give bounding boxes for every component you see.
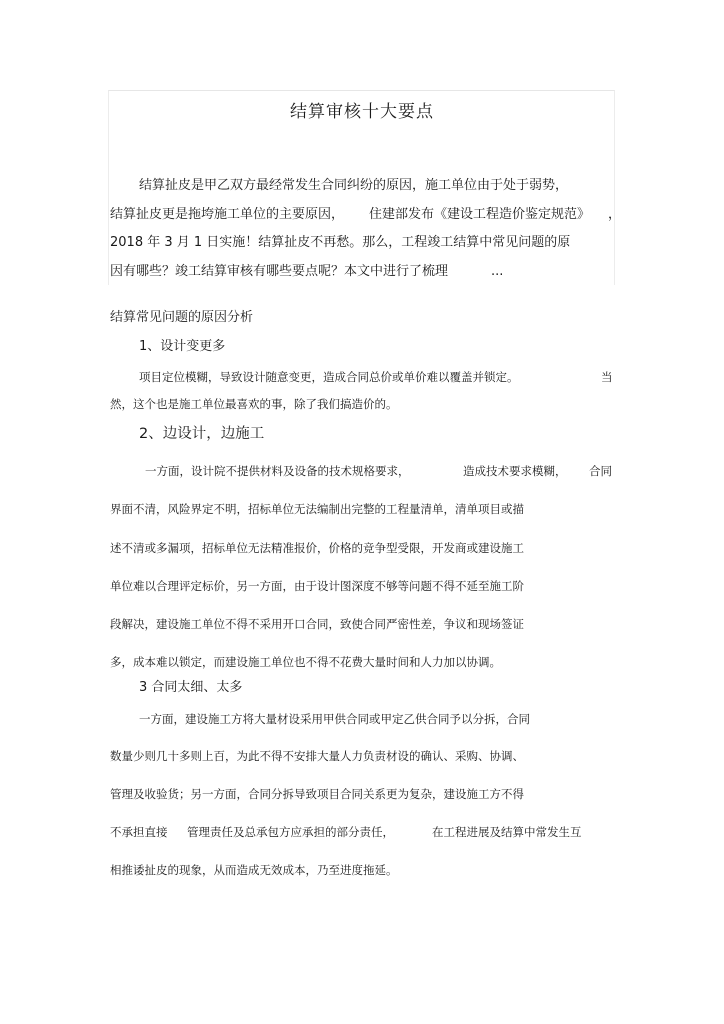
intro-line-2c: ，: [608, 207, 622, 222]
sub2-line-4: 单位难以合理评定标价，另一方面，由于设计图深度不够等问题不得不延至施工阶: [110, 579, 524, 593]
section-heading: 结算常见问题的原因分析: [110, 310, 254, 325]
intro-line-4b: ...: [491, 264, 504, 279]
sub1-line-2: 然，这个也是施工单位最喜欢的事，除了我们搞造价的。: [110, 397, 398, 411]
sub3-line-3: 管理及收验货；另一方面，合同分拆导致项目合同关系更为复杂，建设施工方不得: [110, 787, 524, 801]
intro-line-3: 2018 年 3 月 1 日实施！结算扯皮不再愁。那么，工程竣工结算中常见问题的原: [110, 235, 571, 250]
sub2-line-1a: 一方面，设计院不提供材料及设备的技术规格要求，: [145, 464, 410, 478]
sub3-line-2: 数量少则几十多则上百，为此不得不安排大量人力负责材设的确认、采购、协调、: [110, 749, 524, 763]
sub2-heading: 2、边设计，边施工: [139, 426, 265, 442]
sub3-line-5: 相推诿扯皮的现象，从而造成无效成本，乃至进度拖延。: [110, 863, 398, 877]
page-title: 结算审核十大要点: [290, 102, 434, 122]
intro-line-2b: 住建部发布《建设工程造价鉴定规范》: [369, 207, 591, 222]
intro-line-1: 结算扯皮是甲乙双方最经常发生合同纠纷的原因，施工单位由于处于弱势，: [139, 178, 569, 193]
sub3-line-4b: 管理责任及总承包方应承担的部分责任，: [187, 825, 394, 839]
sub2-line-2: 界面不清，风险界定不明，招标单位无法编制出完整的工程量清单，清单项目或描: [110, 502, 524, 516]
sub3-line-1: 一方面，建设施工方将大量材设采用甲供合同或甲定乙供合同予以分拆，合同: [139, 712, 530, 726]
sub2-line-3: 述不清或多漏项，招标单位无法精准报价，价格的竞争型受限，开发商或建设施工: [110, 541, 524, 555]
sub3-heading: 3 合同太细、太多: [139, 680, 243, 695]
intro-line-2a: 结算扯皮更是拖垮施工单位的主要原因，: [110, 207, 345, 222]
sub1-line-1a: 项目定位模糊，导致设计随意变更，造成合同总价或单价难以覆盖并锁定。: [139, 370, 519, 384]
sub2-line-6: 多，成本难以锁定，而建设施工单位也不得不花费大量时间和人力加以协调。: [110, 655, 501, 669]
sub2-line-1c: 合同: [589, 464, 612, 478]
sub1-heading: 1、设计变更多: [139, 339, 226, 354]
sub3-line-4c: 在工程进展及结算中常发生互: [432, 825, 582, 839]
sub3-line-4a: 不承担直接: [110, 825, 168, 839]
sub1-line-1b: 当: [601, 370, 613, 384]
intro-line-4a: 因有哪些？竣工结算审核有哪些要点呢？本文中进行了梳理: [110, 264, 449, 279]
sub2-line-5: 段解决，建设施工单位不得不采用开口合同，致使合同严密性差，争议和现场签证: [110, 617, 524, 631]
sub2-line-1b: 造成技术要求模糊，: [463, 464, 567, 478]
